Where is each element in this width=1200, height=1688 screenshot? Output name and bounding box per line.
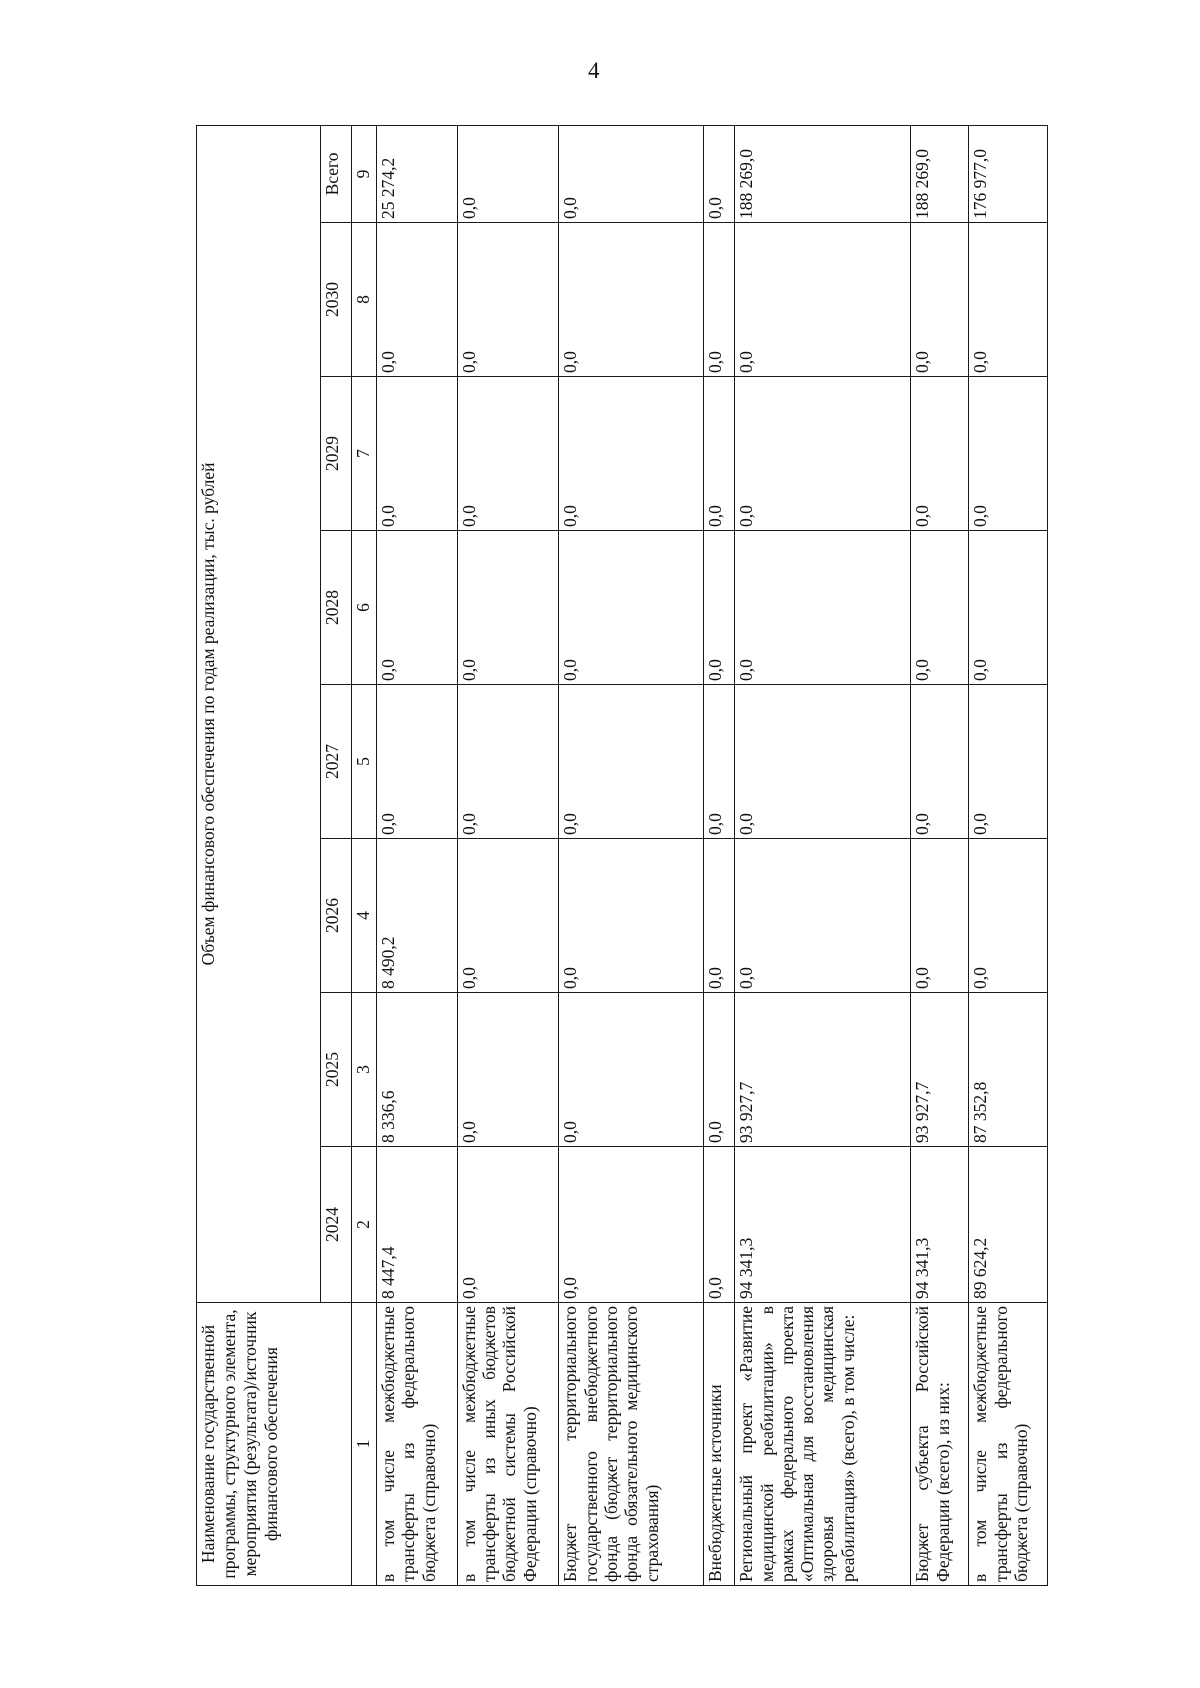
cell-value: 93 927,7 — [911, 993, 969, 1147]
cell-value: 0,0 — [377, 223, 458, 377]
year-header: 2029 — [321, 377, 352, 531]
cell-value: 0,0 — [559, 1147, 704, 1303]
cell-value: 0,0 — [457, 993, 558, 1147]
cell-value: 0,0 — [704, 125, 735, 222]
cell-value: 0,0 — [559, 839, 704, 993]
cell-value: 93 927,7 — [735, 993, 911, 1147]
row-label: Бюджет территориального государственного внебюджетного фонда (бюджет территориального фонда обязательного медицинского страхования) — [559, 1303, 704, 1586]
cell-value: 8 490,2 — [377, 839, 458, 993]
cell-value: 0,0 — [735, 377, 911, 531]
cell-value: 0,0 — [704, 223, 735, 377]
cell-value: 0,0 — [377, 531, 458, 685]
row-label: в том числе межбюджетные трансферты из иных бюджетов бюджетной системы Российской Федерации (справочно) — [457, 1303, 558, 1586]
column-number: 4 — [352, 839, 377, 993]
cell-value: 0,0 — [704, 1147, 735, 1303]
cell-value: 0,0 — [969, 685, 1048, 839]
cell-value: 0,0 — [704, 531, 735, 685]
cell-value: 94 341,3 — [911, 1147, 969, 1303]
page-number: 4 — [588, 58, 600, 83]
cell-value: 0,0 — [911, 223, 969, 377]
cell-value: 0,0 — [559, 993, 704, 1147]
cell-value: 0,0 — [377, 377, 458, 531]
year-header: 2027 — [321, 685, 352, 839]
column-number: 5 — [352, 685, 377, 839]
cell-value: 176 977,0 — [969, 125, 1048, 222]
cell-value: 0,0 — [969, 839, 1048, 993]
cell-value: 0,0 — [969, 223, 1048, 377]
cell-value: 0,0 — [457, 223, 558, 377]
cell-value: 0,0 — [457, 839, 558, 993]
cell-value: 0,0 — [911, 839, 969, 993]
table-row — [911, 125, 969, 1585]
row-label: Внебюджетные источники — [704, 1303, 735, 1586]
year-header: 2025 — [321, 993, 352, 1147]
cell-value: 0,0 — [735, 839, 911, 993]
cell-value: 0,0 — [911, 377, 969, 531]
cell-value: 188 269,0 — [735, 125, 911, 222]
year-header: 2030 — [321, 223, 352, 377]
cell-value: 0,0 — [735, 223, 911, 377]
column-numbers-row — [352, 125, 377, 1585]
column-number: 8 — [352, 223, 377, 377]
year-header: 2028 — [321, 531, 352, 685]
column-number: 7 — [352, 377, 377, 531]
cell-value: 0,0 — [969, 531, 1048, 685]
cell-value: 8 336,6 — [377, 993, 458, 1147]
cell-value: 0,0 — [559, 531, 704, 685]
volume-header: Объем финансового обеспечения по годам реализации, тыс. рублей — [197, 125, 321, 1302]
cell-value: 0,0 — [704, 993, 735, 1147]
cell-value: 0,0 — [704, 839, 735, 993]
cell-value: 0,0 — [559, 685, 704, 839]
cell-value: 0,0 — [457, 685, 558, 839]
row-label: Региональный проект «Развитие медицинской реабилитации» в рамках федерального проекта «Оптимальная для восстановления здоровья медицинская реабилитация» (всего), в том числе: — [735, 1303, 911, 1586]
cell-value: 0,0 — [911, 685, 969, 839]
cell-value: 0,0 — [559, 125, 704, 222]
table-row — [704, 125, 735, 1585]
rotated-table-container — [196, 126, 1048, 1586]
year-header: 2026 — [321, 839, 352, 993]
cell-value: 94 341,3 — [735, 1147, 911, 1303]
year-header-total: Всего — [321, 125, 352, 222]
table-row — [457, 125, 558, 1585]
cell-value: 188 269,0 — [911, 125, 969, 222]
cell-value: 0,0 — [377, 685, 458, 839]
cell-value: 0,0 — [704, 377, 735, 531]
cell-value: 0,0 — [704, 685, 735, 839]
row-label: в том числе межбюджетные трансферты из федерального бюджета (справочно) — [377, 1303, 458, 1586]
cell-value: 0,0 — [969, 377, 1048, 531]
cell-value: 0,0 — [457, 125, 558, 222]
cell-value: 89 624,2 — [969, 1147, 1048, 1303]
header-row-top — [197, 125, 321, 1585]
cell-value: 0,0 — [457, 377, 558, 531]
table-row — [735, 125, 911, 1585]
financing-table — [196, 125, 1048, 1586]
cell-value: 0,0 — [559, 223, 704, 377]
cell-value: 0,0 — [559, 377, 704, 531]
cell-value: 0,0 — [457, 1147, 558, 1303]
table-row — [377, 125, 458, 1585]
cell-value: 0,0 — [735, 685, 911, 839]
column-number: 1 — [352, 1303, 377, 1586]
column-number: 2 — [352, 1147, 377, 1303]
row-label: Бюджет субъекта Российской Федерации (всего), из них: — [911, 1303, 969, 1586]
name-column-header: Наименование государственной программы, структурного элемента, мероприятия (результата)/источник финансового обеспечения — [197, 1303, 352, 1586]
cell-value: 8 447,4 — [377, 1147, 458, 1303]
year-header: 2024 — [321, 1147, 352, 1303]
cell-value: 0,0 — [457, 531, 558, 685]
cell-value: 87 352,8 — [969, 993, 1048, 1147]
row-label: в том числе межбюджетные трансферты из федерального бюджета (справочно) — [969, 1303, 1048, 1586]
column-number: 9 — [352, 125, 377, 222]
table-row — [559, 125, 704, 1585]
cell-value: 0,0 — [911, 531, 969, 685]
table-row — [969, 125, 1048, 1585]
column-number: 3 — [352, 993, 377, 1147]
column-number: 6 — [352, 531, 377, 685]
cell-value: 25 274,2 — [377, 125, 458, 222]
cell-value: 0,0 — [735, 531, 911, 685]
